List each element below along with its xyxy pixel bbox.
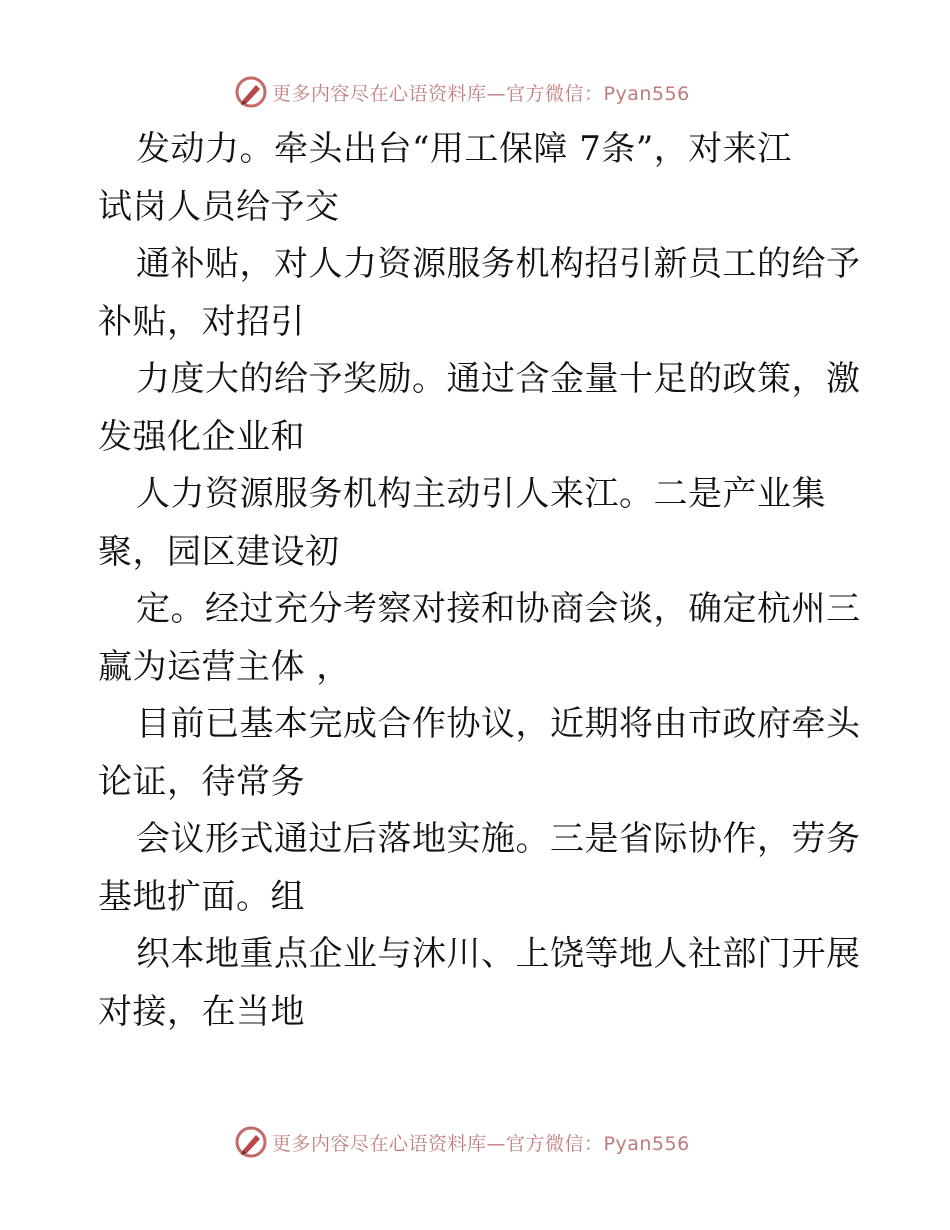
- wechat-id: Pyan556: [603, 82, 690, 105]
- document-body: [98, 121, 861, 1041]
- text-line: 试岗人员给予交: [98, 186, 340, 227]
- text-line: 发动力。牵头出台“用工保障 7条”，对来江: [136, 129, 792, 169]
- watermark-text: 更多内容尽在心语资料库—官方微信：Pyan556: [272, 1132, 690, 1155]
- text-line: 人力资源服务机构主动引人来江。二是产业集: [136, 474, 826, 514]
- text-line: 对接，在当地: [98, 991, 305, 1032]
- text-line: 目前已基本完成合作协议，近期将由市政府牵头: [136, 704, 861, 744]
- text-line: 定。经过充分考察对接和协商会谈，确定杭州三: [136, 589, 861, 629]
- wechat-id: Pyan556: [603, 1132, 690, 1155]
- text-line: 织本地重点企业与沐川、上饶等地人社部门开展: [136, 934, 861, 974]
- watermark-text: 更多内容尽在心语资料库—官方微信：Pyan556: [272, 82, 690, 105]
- text-line: 发强化企业和: [98, 416, 305, 457]
- text-line: 通补贴，对人力资源服务机构招引新员工的给予: [136, 244, 861, 284]
- pen-logo-icon: [234, 75, 268, 109]
- text-line: 会议形式通过后落地实施。三是省际协作，劳务: [136, 819, 861, 859]
- pen-logo-icon: [234, 1125, 268, 1159]
- text-line: 基地扩面。组: [98, 876, 305, 917]
- text-line: 补贴，对招引: [98, 301, 305, 342]
- footer-watermark: [0, 1120, 950, 1164]
- text-line: 力度大的给予奖励。通过含金量十足的政策，激: [136, 359, 861, 399]
- text-line: 论证，待常务: [98, 761, 305, 802]
- text-line: 聚，园区建设初: [98, 531, 340, 572]
- text-line: 赢为运营主体 ，: [98, 646, 351, 687]
- header-watermark: [0, 70, 950, 114]
